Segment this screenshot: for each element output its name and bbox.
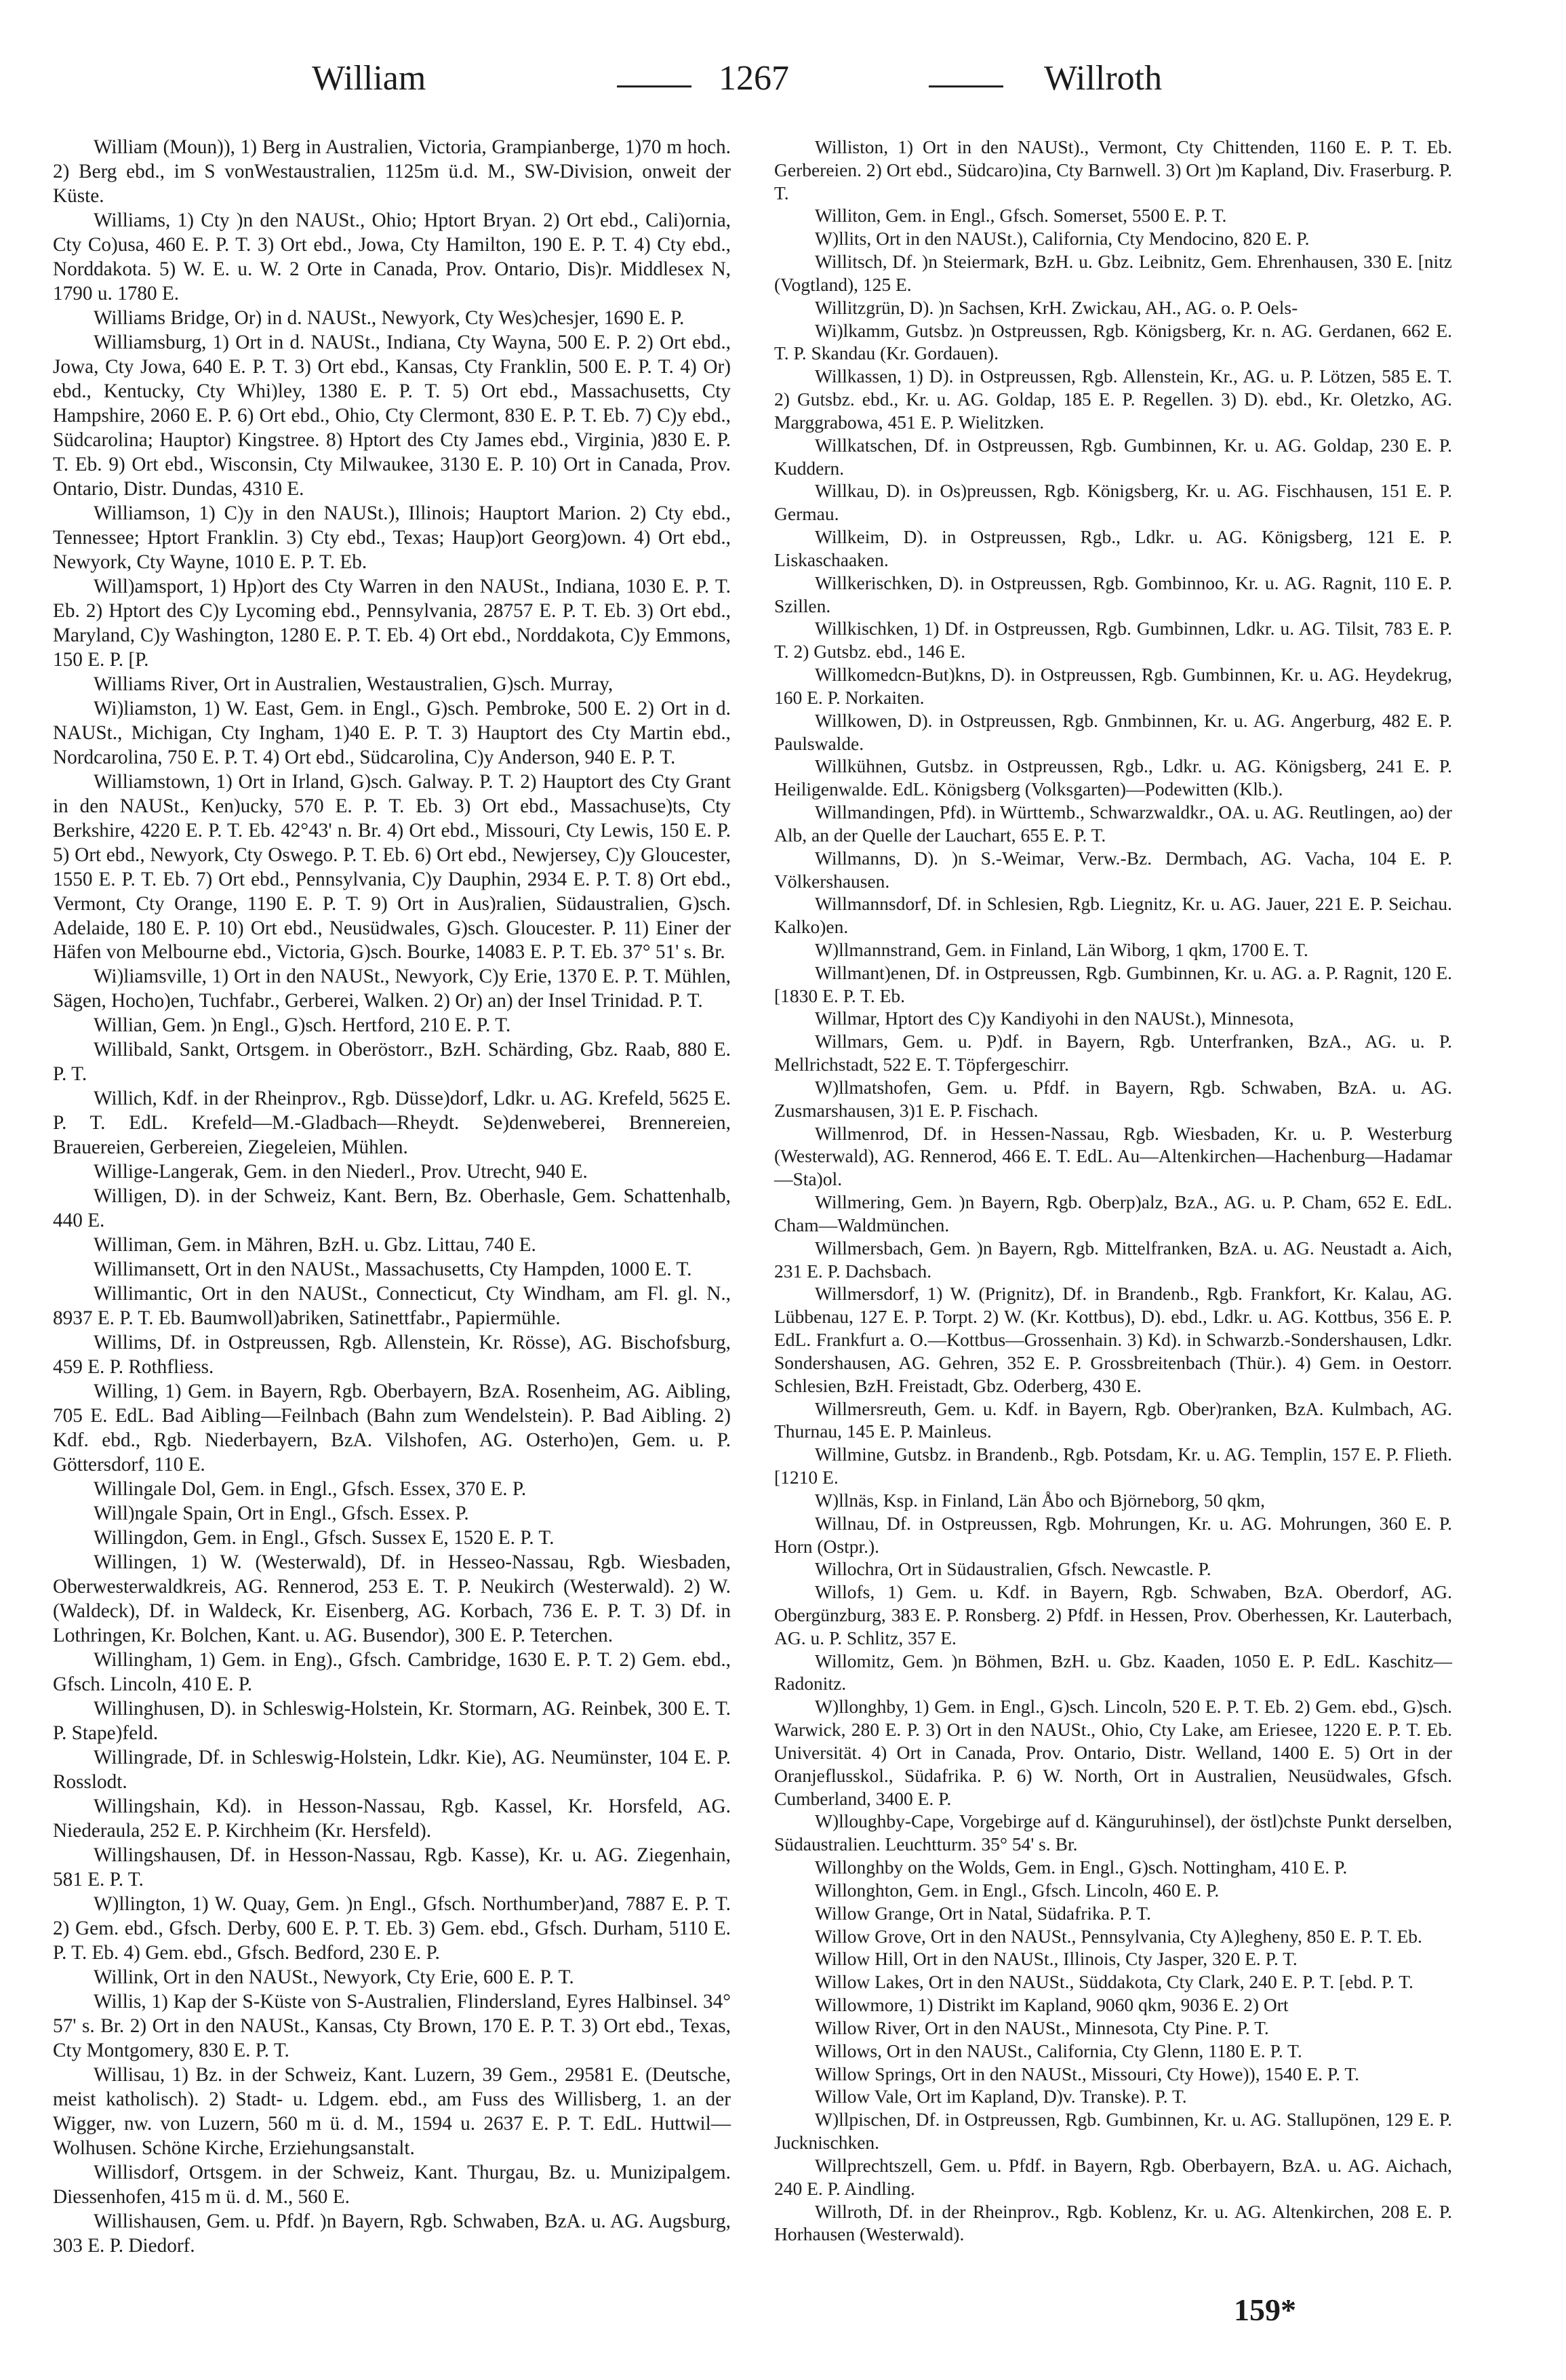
gazetteer-entry: Willonghton, Gem. in Engl., Gfsch. Lincoln, 460 E. P. — [815, 1879, 1220, 1901]
header-dash-right — [929, 85, 1003, 87]
gazetteer-entry: Willmars, Gem. u. P)df. in Bayern, Rgb. Unterfranken, BzA., AG. u. P. Mellrichstadt, 522 E. T. Töpfergeschirr. — [774, 1031, 1452, 1075]
gazetteer-entry: Willochra, Ort in Südaustralien, Gfsch. Newcastle. P. — [815, 1558, 1211, 1580]
gazetteer-entry: W)llits, Ort in den NAUSt.), California, Cty Mendocino, 820 E. P. — [815, 228, 1310, 250]
gazetteer-entry: Willmenrod, Df. in Hessen-Nassau, Rgb. Wiesbaden, Kr. u. P. Westerburg (Westerwald), AG. Rennerod, 466 E. T. EdL. Au—Altenkirchen—Hachenburg—Hadamar—Sta)ol. — [774, 1122, 1452, 1190]
gazetteer-entry: Willmersdorf, 1) W. (Prignitz), Df. in Brandenb., Rgb. Frankfort, Kr. Kalau, AG. Lübbenau, 127 E. P. Torpt. 2) W. (Kr. Kottbus), D). ebd., Ldkr. u. AG. Kottbus, 356 E. P. EdL. Frankfurt a. O.—Kottbus—Grossenhain. 3) Kd). in Schwarzb.-Sondershausen, Ldkr. Sondershausen, AG. Gehren, 352 E. P. Grossbreitenbach (Thür.). 4) Gem. in Oestorr. Schlesien, BzH. Freistadt, Gbz. Oderberg, 430 E. — [774, 1283, 1452, 1396]
gazetteer-entry: Will)amsport, 1) Hp)ort des Cty Warren in den NAUSt., Indiana, 1030 E. P. T. Eb. 2) Hptort des C)y Lycoming ebd., Pennsylvania, 28757 E. P. T. Eb. 3) Ort ebd., Maryland, C)y Washington, 1280 E. P. T. Eb. 4) Ort ebd., Norddakota, C)y Emmons, 150 E. P. [P. — [53, 575, 731, 671]
gazetteer-entry: Willonghby on the Wolds, Gem. in Engl., G)sch. Nottingham, 410 E. P. — [815, 1857, 1348, 1878]
gazetteer-entry: Willow Vale, Ort im Kapland, D)v. Transke). P. T. — [815, 2086, 1187, 2107]
header-last-entry-word: Willroth — [1044, 59, 1163, 98]
right-column — [774, 136, 1452, 2246]
gazetteer-entry: Willingshain, Kd). in Hesson-Nassau, Rgb. Kassel, Kr. Horsfeld, AG. Niederaula, 252 E. P. Kirchheim (Kr. Hersfeld). — [53, 1795, 731, 1842]
gazetteer-entry: Willow Hill, Ort in den NAUSt., Illinois, Cty Jasper, 320 E. P. T. — [815, 1948, 1298, 1970]
gazetteer-entry: Willmersreuth, Gem. u. Kdf. in Bayern, Rgb. Ober)ranken, BzA. Kulmbach, AG. Thurnau, 145 E. P. Mainleus. — [774, 1397, 1452, 1442]
gazetteer-entry: Willofs, 1) Gem. u. Kdf. in Bayern, Rgb. Schwaben, BzA. Oberdorf, AG. Obergünzburg, 383 E. P. Ronsberg. 2) Pfdf. in Hessen, Prov. Oberhessen, Kr. Lauterbach, AG. u. P. Schlitz, 357 E. — [774, 1581, 1452, 1648]
gazetteer-entry: Williston, 1) Ort in den NAUSt)., Vermont, Cty Chittenden, 1160 E. P. T. Eb. Gerbereien. 2) Ort ebd., Südcaro)ina, Cty Barnwell. 3) Ort )m Kapland, Div. Fraserburg. P. T. — [774, 136, 1452, 203]
gazetteer-entry: Williamson, 1) C)y in den NAUSt.), Illinois; Hauptort Marion. 2) Cty ebd., Tennessee; Hptort Franklin. 3) Cty ebd., Texas; Haup)ort Georg)own. 4) Ort ebd., Newyork, Cty Wayne, 1010 E. P. T. Eb. — [53, 502, 731, 573]
gazetteer-entry: Willingrade, Df. in Schleswig-Holstein, Ldkr. Kie), AG. Neumünster, 104 E. P. Rosslodt. — [53, 1746, 731, 1793]
gazetteer-entry: Wi)liamston, 1) W. East, Gem. in Engl., G)sch. Pembroke, 500 E. 2) Ort in d. NAUSt., Michigan, Cty Ingham, 1)40 E. P. T. 3) Hauptort des Cty Martin ebd., Nordcarolina, 750 E. P. T. 4) Ort ebd., Südcarolina, C)y Anderson, 940 E. P. T. — [53, 697, 731, 768]
gazetteer-entry: Williamsburg, 1) Ort in d. NAUSt., Indiana, Cty Wayna, 500 E. P. 2) Ort ebd., Jowa, Cty Jowa, 640 E. P. T. 3) Ort ebd., Kansas, Cty Franklin, 500 E. P. T. 4) Or) ebd., Kentucky, Cty Whi)ley, 1380 E. P. T. 5) Ort ebd., Massachusetts, Cty Hampshire, 2060 E. P. 6) Ort ebd., Ohio, Cty Clermont, 830 E. P. T. Eb. 7) C)y ebd., Südcarolina; Hauptor) Kingstree. 8) Hptort des Cty James ebd., Virginia, )830 E. P. T. Eb. 9) Ort ebd., Wisconsin, Cty Milwaukee, 3130 E. P. 10) Ort in Canada, Prov. Ontario, Distr. Dundas, 4310 E. — [53, 331, 731, 500]
gazetteer-entry: Willisdorf, Ortsgem. in der Schweiz, Kant. Thurgau, Bz. u. Munizipalgem. Diessenhofen, 415 m ü. d. M., 560 E. — [53, 2161, 731, 2208]
gazetteer-entry: Williams, 1) Cty )n den NAUSt., Ohio; Hptort Bryan. 2) Ort ebd., Cali)ornia, Cty Co)usa, 460 E. P. T. 3) Ort ebd., Jowa, Cty Hamilton, 190 E. P. T. 4) Cty ebd., Norddakota. 5) W. E. u. W. 2 Orte in Canada, Prov. Ontario, Dis)r. Middlesex N, 1790 u. 1780 E. — [53, 209, 731, 304]
gazetteer-entry: Willingdon, Gem. in Engl., Gfsch. Sussex E, 1520 E. P. T. — [94, 1527, 555, 1549]
gazetteer-entry: Willinghusen, D). in Schleswig-Holstein, Kr. Stormarn, AG. Reinbek, 300 E. T. P. Stape)feld. — [53, 1698, 731, 1744]
gazetteer-entry: W)llpischen, Df. in Ostpreussen, Rgb. Gumbinnen, Kr. u. AG. Stallupönen, 129 E. P. Jucknischken. — [774, 2109, 1452, 2154]
gazetteer-entry: Willis, 1) Kap der S-Küste von S-Australien, Flindersland, Eyres Halbinsel. 34° 57' s. Br. 2) Ort in den NAUSt., Kansas, Cty Brown, 170 E. P. T. 3) Ort ebd., Texas, Cty Montgomery, 830 E. P. T. — [53, 1990, 731, 2061]
gazetteer-entry: Willingshausen, Df. in Hesson-Nassau, Rgb. Kasse), Kr. u. AG. Ziegenhain, 581 E. P. T. — [53, 1844, 731, 1890]
gazetteer-entry: Willingen, 1) W. (Westerwald), Df. in Hesseo-Nassau, Rgb. Wiesbaden, Oberwesterwaldkreis, AG. Rennerod, 253 E. T. P. Neukirch (Westerwald). 2) W. (Waldeck), Df. in Waldeck, Kr. Eisenberg, AG. Korbach, 736 E. P. T. 3) Df. in Lothringen, Kr. Bolchen, Kant. u. AG. Busendor), 300 E. P. Teterchen. — [53, 1551, 731, 1647]
gazetteer-entry: Williams River, Ort in Australien, Westaustralien, G)sch. Murray, — [94, 673, 614, 695]
gazetteer-entry: Willishausen, Gem. u. Pfdf. )n Bayern, Rgb. Schwaben, BzA. u. AG. Augsburg, 303 E. P. Diedorf. — [53, 2210, 731, 2257]
gazetteer-entry: Willmant)enen, Df. in Ostpreussen, Rgb. Gumbinnen, Kr. u. AG. a. P. Ragnit, 120 E. [1830 E. P. T. Eb. — [774, 961, 1452, 1006]
gazetteer-entry: Willowmore, 1) Distrikt im Kapland, 9060 qkm, 9036 E. 2) Ort — [815, 1994, 1289, 2016]
gazetteer-entry: Willmine, Gutsbz. in Brandenb., Rgb. Potsdam, Kr. u. AG. Templin, 157 E. P. Flieth. [1210 E. — [774, 1444, 1452, 1488]
gazetteer-entry: Willroth, Df. in der Rheinprov., Rgb. Koblenz, Kr. u. AG. Altenkirchen, 208 E. P. Horhausen (Westerwald). — [774, 2200, 1452, 2245]
gazetteer-entry: Willitsch, Df. )n Steiermark, BzH. u. Gbz. Leibnitz, Gem. Ehrenhausen, 330 E. [nitz (Vogtland), 125 E. — [774, 251, 1452, 295]
gazetteer-entry: Willingham, 1) Gem. in Eng)., Gfsch. Cambridge, 1630 E. P. T. 2) Gem. ebd., Gfsch. Lincoln, 410 E. P. — [53, 1649, 731, 1696]
gazetteer-entry: W)llnäs, Ksp. in Finland, Län Åbo och Björneborg, 50 qkm, — [815, 1489, 1266, 1511]
printer-signature: 159* — [1234, 2293, 1296, 2327]
gazetteer-entry: W)llington, 1) W. Quay, Gem. )n Engl., Gfsch. Northumber)and, 7887 E. P. T. 2) Gem. ebd., Gfsch. Derby, 600 E. P. T. Eb. 3) Gem. ebd., Gfsch. Durham, 5110 E. P. T. Eb. 4) Gem. ebd., Gfsch. Bedford, 230 E. P. — [53, 1892, 731, 1964]
gazetteer-entry: Wi)liamsville, 1) Ort in den NAUSt., Newyork, C)y Erie, 1370 E. P. T. Mühlen, Sägen, Hocho)en, Tuchfabr., Gerberei, Walken. 2) Or) an) der Insel Trinidad. P. T. — [53, 966, 731, 1012]
page-number: 1267 — [719, 59, 789, 98]
gazetteer-entry: Willich, Kdf. in der Rheinprov., Rgb. Düsse)dorf, Ldkr. u. AG. Krefeld, 5625 E. P. T. EdL. Krefeld—M.-Gladbach—Rheydt. Se)denweberei, Brennereien, Brauereien, Gerbereien, Ziegeleien, Mühlen. — [53, 1088, 731, 1159]
gazetteer-entry: Willmannsdorf, Df. in Schlesien, Rgb. Liegnitz, Kr. u. AG. Jauer, 221 E. P. Seichau. Kalko)en. — [774, 893, 1452, 938]
gazetteer-entry: Williman, Gem. in Mähren, BzH. u. Gbz. Littau, 740 E. — [94, 1234, 536, 1256]
gazetteer-entry: Willmering, Gem. )n Bayern, Rgb. Oberp)alz, BzA., AG. u. P. Cham, 652 E. EdL. Cham—Waldmünchen. — [774, 1191, 1452, 1235]
header-dash-left — [617, 85, 691, 87]
gazetteer-entry: Willnau, Df. in Ostpreussen, Rgb. Mohrungen, Kr. u. AG. Mohrungen, 360 E. P. Horn (Ostpr.). — [774, 1512, 1452, 1557]
gazetteer-entry: Willisau, 1) Bz. in der Schweiz, Kant. Luzern, 39 Gem., 29581 E. (Deutsche, meist katholisch). 2) Stadt- u. Ldgem. ebd., am Fuss des Willisberg, 1. an der Wigger, nw. von Luzern, 560 m ü. d. M., 1594 u. 2637 E. P. T. EdL. Huttwil—Wolhusen. Schöne Kirche, Erziehungsanstalt. — [53, 2063, 731, 2159]
gazetteer-entry: Willmersbach, Gem. )n Bayern, Rgb. Mittelfranken, BzA. u. AG. Neustadt a. Aich, 231 E. P. Dachsbach. — [774, 1237, 1452, 1282]
gazetteer-entry: Willingale Dol, Gem. in Engl., Gfsch. Essex, 370 E. P. — [94, 1478, 527, 1501]
gazetteer-entry: Willigen, D). in der Schweiz, Kant. Bern, Bz. Oberhasle, Gem. Schattenhalb, 440 E. — [53, 1185, 731, 1232]
gazetteer-entry: Willing, 1) Gem. in Bayern, Rgb. Oberbayern, BzA. Rosenheim, AG. Aibling, 705 E. EdL. Bad Aibling—Feilnbach (Bahn zum Wendelstein). P. Bad Aibling. 2) Kdf. ebd., Rgb. Niederbayern, BzA. Vilshofen, AG. Osterho)en, Gem. u. P. Göttersdorf, 110 E. — [53, 1381, 731, 1476]
gazetteer-entry: Will)ngale Spain, Ort in Engl., Gfsch. Essex. P. — [94, 1503, 469, 1525]
gazetteer-entry: Willkomedcn-But)kns, D). in Ostpreussen, Rgb. Gumbinnen, Kr. u. AG. Heydekrug, 160 E. P. Norkaiten. — [774, 664, 1452, 708]
gazetteer-entry: Willkatschen, Df. in Ostpreussen, Rgb. Gumbinnen, Kr. u. AG. Goldap, 230 E. P. Kuddern. — [774, 434, 1452, 479]
gazetteer-entry: W)llmatshofen, Gem. u. Pfdf. in Bayern, Rgb. Schwaben, BzA. u. AG. Zusmarshausen, 3)1 E. P. Fischach. — [774, 1076, 1452, 1121]
header-first-entry-word: William — [312, 59, 426, 98]
gazetteer-entry: Willige-Langerak, Gem. in den Niederl., Prov. Utrecht, 940 E. — [94, 1161, 588, 1183]
gazetteer-entry: Willomitz, Gem. )n Böhmen, BzH. u. Gbz. Kaaden, 1050 E. P. EdL. Kaschitz—Radonitz. — [774, 1650, 1452, 1694]
gazetteer-entry: Willimansett, Ort in den NAUSt., Massachusetts, Cty Hampden, 1000 E. T. — [94, 1258, 692, 1281]
gazetteer-entry: Willian, Gem. )n Engl., G)sch. Hertford, 210 E. P. T. — [94, 1014, 511, 1037]
gazetteer-entry: Williams Bridge, Or) in d. NAUSt., Newyork, Cty Wes)chesjer, 1690 E. P. — [94, 306, 685, 329]
gazetteer-entry: Willkerischken, D). in Ostpreussen, Rgb. Gombinnoo, Kr. u. AG. Ragnit, 110 E. P. Szillen. — [774, 572, 1452, 616]
gazetteer-entry: Willow Grange, Ort in Natal, Südafrika. P. T. — [815, 1902, 1151, 1924]
gazetteer-entry: Willmandingen, Pfd). in Württemb., Schwarzwaldkr., OA. u. AG. Reutlingen, ao) der Alb, an der Quelle der Lauchart, 655 E. P. T. — [774, 801, 1452, 846]
gazetteer-entry: Willims, Df. in Ostpreussen, Rgb. Allenstein, Kr. Rösse), AG. Bischofsburg, 459 E. P. Rothfliess. — [53, 1332, 731, 1379]
running-header — [298, 58, 1254, 119]
left-column — [53, 136, 731, 2259]
gazetteer-entry: Willkühnen, Gutsbz. in Ostpreussen, Rgb., Ldkr. u. AG. Königsberg, 241 E. P. Heiligenwalde. EdL. Königsberg (Volksgarten)—Podewitten (Klb.). — [774, 755, 1452, 800]
gazetteer-entry: Willow Grove, Ort in den NAUSt., Pennsylvania, Cty A)legheny, 850 E. P. T. Eb. — [815, 1925, 1422, 1947]
gazetteer-entry: W)llmannstrand, Gem. in Finland, Län Wiborg, 1 qkm, 1700 E. T. — [815, 938, 1308, 960]
gazetteer-entry: Willow River, Ort in den NAUSt., Minnesota, Cty Pine. P. T. — [815, 2017, 1269, 2038]
gazetteer-entry: Willow Springs, Ort in den NAUSt., Missouri, Cty Howe)), 1540 E. P. T. — [815, 2063, 1360, 2084]
gazetteer-entry: Willmar, Hptort des C)y Kandiyohi in den NAUSt.), Minnesota, — [815, 1008, 1294, 1029]
gazetteer-entry: Willmanns, D). )n S.-Weimar, Verw.-Bz. Dermbach, AG. Vacha, 104 E. P. Völkershausen. — [774, 847, 1452, 892]
gazetteer-entry: Willibald, Sankt, Ortsgem. in Oberöstorr., BzH. Schärding, Gbz. Raab, 880 E. P. T. — [53, 1039, 731, 1086]
gazetteer-entry: Willows, Ort in den NAUSt., California, Cty Glenn, 1180 E. P. T. — [815, 2040, 1302, 2061]
gazetteer-entry: Willprechtszell, Gem. u. Pfdf. in Bayern, Rgb. Oberbayern, BzA. u. AG. Aichach, 240 E. P. Aindling. — [774, 2154, 1452, 2199]
gazetteer-entry: W)llonghby, 1) Gem. in Engl., G)sch. Lincoln, 520 E. P. T. Eb. 2) Gem. ebd., G)sch. Warwick, 280 E. P. 3) Ort in den NAUSt., Ohio, Cty Lake, am Eriesee, 1220 E. P. T. Eb. Universität. 4) Ort in Canada, Prov. Ontario, Distr. Welland, 1400 E. 5) Ort in der Oranjeflusskol., Südafrika. P. 6) W. North, Ort in Australien, Neusüdwales, Gfsch. Cumberland, 3400 E. P. — [774, 1696, 1452, 1809]
gazetteer-entry: Willitzgrün, D). )n Sachsen, KrH. Zwickau, AH., AG. o. P. Oels- — [815, 296, 1298, 318]
gazetteer-entry: Williton, Gem. in Engl., Gfsch. Somerset, 5500 E. P. T. — [815, 205, 1227, 226]
gazetteer-entry: Willkowen, D). in Ostpreussen, Rgb. Gnmbinnen, Kr. u. AG. Angerburg, 482 E. P. Paulswalde. — [774, 709, 1452, 754]
gazetteer-entry: Willkau, D). in Os)preussen, Rgb. Königsberg, Kr. u. AG. Fischhausen, 151 E. P. Germau. — [774, 480, 1452, 525]
gazetteer-entry: Willkassen, 1) D). in Ostpreussen, Rgb. Allenstein, Kr., AG. u. P. Lötzen, 585 E. T. 2) Gutsbz. ebd., Kr. u. AG. Goldap, 185 E. P. Regellen. 3) D). ebd., Kr. Oletzko, AG. Marggrabowa, 451 E. P. Wielitzken. — [774, 365, 1452, 433]
gazetteer-entry: Willkeim, D). in Ostpreussen, Rgb., Ldkr. u. AG. Königsberg, 121 E. P. Liskaschaaken. — [774, 526, 1452, 570]
gazetteer-entry: William (Moun)), 1) Berg in Australien, Victoria, Grampianberge, 1)70 m hoch. 2) Berg ebd., im S vonWestaustralien, 1125m ü.d. M., SW-Division, onweit der Küste. — [53, 136, 731, 207]
gazetteer-entry: Willkischken, 1) Df. in Ostpreussen, Rgb. Gumbinnen, Ldkr. u. AG. Tilsit, 783 E. P. T. 2) Gutsbz. ebd., 146 E. — [774, 618, 1452, 662]
gazetteer-entry: Willink, Ort in den NAUSt., Newyork, Cty Erie, 600 E. P. T. — [94, 1966, 574, 1988]
gazetteer-entry: W)lloughby-Cape, Vorgebirge auf d. Känguruhinsel), der östl)chste Punkt derselben, Südaustralien. Leuchtturm. 35° 54' s. Br. — [774, 1810, 1452, 1855]
gazetteer-entry: Wi)lkamm, Gutsbz. )n Ostpreussen, Rgb. Königsberg, Kr. n. AG. Gerdanen, 662 E. T. P. Skandau (Kr. Gordauen). — [774, 319, 1452, 364]
gazetteer-entry: Williamstown, 1) Ort in Irland, G)sch. Galway. P. T. 2) Hauptort des Cty Grant in den NAUSt., Ken)ucky, 570 E. P. T. Eb. 3) Ort ebd., Massachuse)ts, Cty Berkshire, 4220 E. P. T. Eb. 42°43' n. Br. 4) Ort ebd., Missouri, Cty Lewis, 150 E. P. 5) Ort ebd., Newyork, Cty Oswego. P. T. Eb. 6) Ort ebd., Newjersey, C)y Gloucester, 1550 E. P. T. Eb. 7) Ort ebd., Pennsylvania, C)y Dauphin, 2934 E. P. T. 8) Ort ebd., Vermont, Cty Orange, 1190 E. P. T. 9) Ort in Aus)ralien, Südaustralien, G)sch. Adelaide, 180 E. P. 10) Ort ebd., Neusüdwales, G)sch. Gloucester. P. 11) Einer der Häfen von Melbourne ebd., Victoria, G)sch. Bourke, 14083 E. P. T. Eb. 37° 51' s. Br. — [53, 770, 731, 964]
gazetteer-entry: Willow Lakes, Ort in den NAUSt., Süddakota, Cty Clark, 240 E. P. T. [ebd. P. T. — [815, 1971, 1413, 1993]
gazetteer-entry: Willimantic, Ort in den NAUSt., Connecticut, Cty Windham, am Fl. gl. N., 8937 E. P. T. Eb. Baumwoll)abriken, Satinettfabr., Papiermühle. — [53, 1283, 731, 1330]
